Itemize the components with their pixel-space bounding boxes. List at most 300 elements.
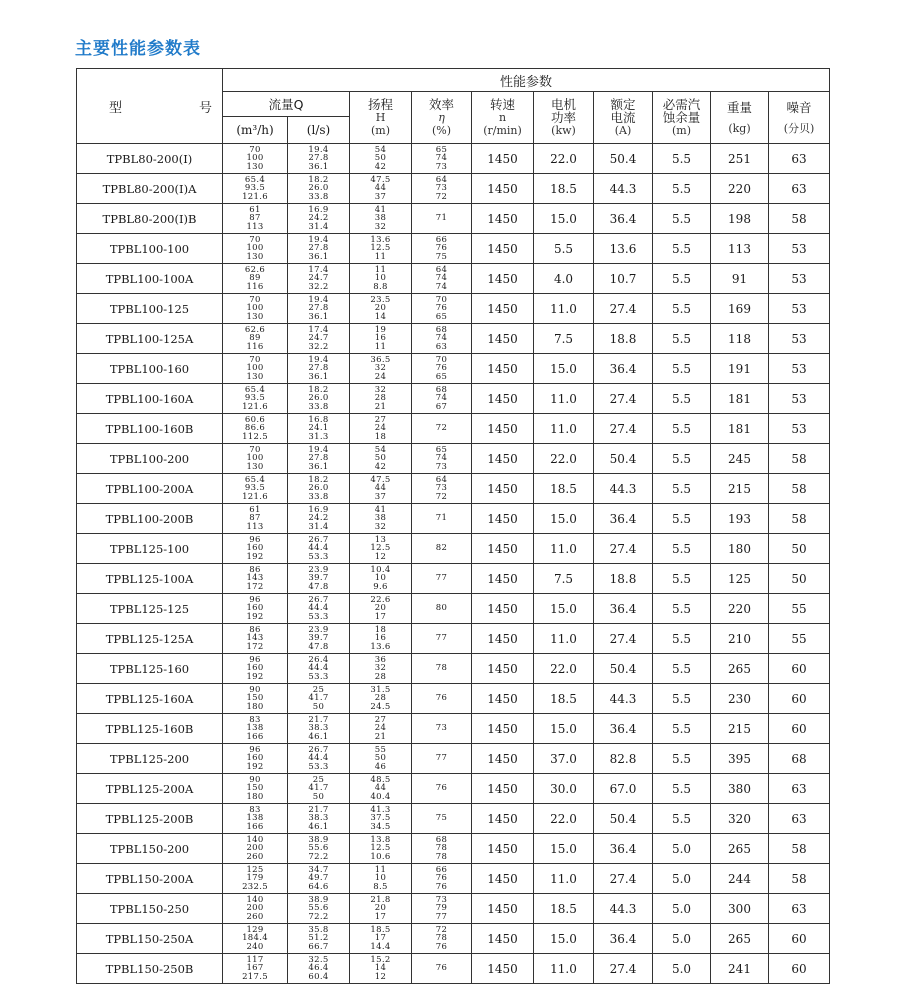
head-cell [350, 564, 412, 594]
efficiency-cell-value: 73 [435, 461, 448, 472]
weight-cell: 245 [711, 444, 769, 474]
noise-cell: 55 [769, 594, 830, 624]
power-cell: 15.0 [534, 204, 594, 234]
flow-ls-cell [288, 354, 350, 384]
npsh-cell: 5.5 [653, 384, 711, 414]
head-cell-value: 16 [374, 633, 387, 644]
efficiency-cell-value: 77 [435, 573, 448, 584]
noise-cell: 58 [769, 834, 830, 864]
current-cell: 27.4 [594, 384, 653, 414]
noise-cell: 58 [769, 474, 830, 504]
efficiency-cell [412, 264, 472, 294]
flow-ls-cell-value: 44.4 [308, 603, 329, 614]
flow-ls-cell-value: 38.3 [308, 813, 329, 824]
flow-m3h-cell [223, 804, 288, 834]
flow-ls-cell [288, 594, 350, 624]
noise-cell: 50 [769, 564, 830, 594]
current-cell: 13.6 [594, 234, 653, 264]
model-cell: TPBL125-125 [77, 594, 223, 624]
flow-m3h-cell-value: 86 [249, 624, 261, 635]
npsh-cell: 5.5 [653, 594, 711, 624]
flow-m3h-cell-value: 200 [246, 903, 264, 914]
power-cell: 7.5 [534, 564, 594, 594]
npsh-cell: 5.5 [653, 534, 711, 564]
flow-m3h-cell [223, 234, 288, 264]
efficiency-cell-value: 76 [435, 243, 448, 254]
head-cell-value: 32 [374, 663, 387, 674]
flow-ls-cell-value: 16.9 [308, 204, 329, 215]
head-cell-value: 17 [374, 911, 387, 922]
current-cell: 36.4 [594, 204, 653, 234]
flow-m3h-cell [223, 174, 288, 204]
head-cell-value: 48.5 [370, 774, 391, 785]
weight-cell: 320 [711, 804, 769, 834]
flow-ls-cell-value: 50 [312, 701, 325, 712]
header-model: 型 号 [77, 69, 223, 144]
efficiency-cell-value: 64 [435, 174, 448, 185]
flow-ls-cell-value: 19.4 [308, 234, 329, 245]
speed-cell: 1450 [472, 144, 534, 174]
flow-ls-cell [288, 714, 350, 744]
flow-m3h-cell-value: 116 [246, 281, 264, 292]
model-cell: TPBL80-200(I) [77, 144, 223, 174]
efficiency-cell [412, 954, 472, 984]
header-weight: 重量 (kg) [711, 92, 769, 144]
head-cell [350, 414, 412, 444]
flow-m3h-cell-value: 150 [246, 693, 264, 704]
noise-cell: 53 [769, 264, 830, 294]
model-cell: TPBL125-100A [77, 564, 223, 594]
model-cell: TPBL125-160 [77, 654, 223, 684]
flow-m3h-cell-value: 87 [249, 513, 261, 524]
flow-m3h-cell-value: 130 [246, 371, 264, 382]
head-cell [350, 954, 412, 984]
head-cell-value: 36.5 [370, 354, 391, 365]
table-row [77, 174, 830, 204]
flow-ls-cell-value: 66.7 [308, 941, 329, 952]
noise-cell: 63 [769, 144, 830, 174]
flow-m3h-cell [223, 504, 288, 534]
flow-m3h-cell-value: 83 [249, 804, 261, 815]
flow-ls-cell [288, 534, 350, 564]
head-cell-value: 28 [374, 671, 387, 682]
npsh-cell: 5.5 [653, 474, 711, 504]
speed-cell: 1450 [472, 684, 534, 714]
noise-cell: 58 [769, 864, 830, 894]
head-cell-value: 42 [374, 161, 387, 172]
head-cell-value: 21 [374, 731, 387, 742]
flow-ls-cell-value: 46.4 [308, 963, 329, 974]
efficiency-cell-value: 72 [435, 491, 448, 502]
head-cell-value: 54 [374, 144, 387, 155]
head-cell-value: 20 [374, 603, 387, 614]
flow-ls-cell-value: 39.7 [308, 633, 329, 644]
flow-ls-cell-value: 33.8 [308, 401, 329, 412]
flow-m3h-cell-value: 240 [246, 941, 264, 952]
speed-cell: 1450 [472, 534, 534, 564]
flow-ls-cell-value: 26.0 [308, 483, 329, 494]
efficiency-cell-value: 78 [435, 663, 448, 674]
flow-m3h-cell [223, 204, 288, 234]
efficiency-cell-value: 72 [435, 924, 448, 935]
head-cell-value: 17 [374, 933, 387, 944]
header-power: 电机 功率 (kw) [534, 92, 594, 144]
flow-m3h-cell-value: 70 [249, 234, 261, 245]
header-current: 额定 电流 (A) [594, 92, 653, 144]
head-cell [350, 504, 412, 534]
power-cell: 5.5 [534, 234, 594, 264]
weight-cell: 215 [711, 474, 769, 504]
efficiency-cell [412, 444, 472, 474]
header-efficiency: 效率 η (%) [412, 92, 472, 144]
head-cell-value: 13.6 [370, 641, 391, 652]
flow-m3h-cell-value: 60.6 [244, 414, 266, 425]
efficiency-cell [412, 534, 472, 564]
head-cell-value: 41 [374, 204, 387, 215]
flow-ls-cell-value: 25 [312, 684, 325, 695]
flow-m3h-cell-value: 232.5 [242, 881, 268, 892]
head-cell-value: 38 [374, 513, 387, 524]
efficiency-cell-value: 73 [435, 723, 448, 734]
flow-ls-cell-value: 32.2 [308, 341, 329, 352]
efficiency-cell-value: 77 [435, 911, 448, 922]
power-cell: 37.0 [534, 744, 594, 774]
head-cell-value: 46 [374, 761, 387, 772]
weight-cell: 181 [711, 414, 769, 444]
flow-m3h-cell-value: 70 [249, 294, 261, 305]
head-cell-value: 11 [374, 864, 387, 875]
flow-m3h-cell-value: 160 [246, 543, 264, 554]
head-cell-value: 10.6 [370, 851, 391, 862]
flow-ls-cell-value: 41.7 [308, 783, 329, 794]
table-row [77, 504, 830, 534]
weight-cell: 220 [711, 594, 769, 624]
flow-m3h-cell-value: 160 [246, 753, 264, 764]
head-cell-value: 27 [374, 414, 387, 425]
table-row [77, 714, 830, 744]
flow-ls-cell [288, 174, 350, 204]
efficiency-cell-value: 76 [435, 363, 448, 374]
efficiency-cell-value: 74 [435, 153, 448, 164]
flow-ls-cell [288, 474, 350, 504]
head-cell [350, 534, 412, 564]
speed-cell: 1450 [472, 234, 534, 264]
flow-ls-cell-value: 19.4 [308, 294, 329, 305]
table-row [77, 894, 830, 924]
head-cell-value: 50 [374, 753, 387, 764]
noise-cell: 55 [769, 624, 830, 654]
efficiency-cell-value: 71 [435, 513, 448, 524]
head-cell-value: 8.8 [373, 281, 388, 292]
head-cell-value: 24.5 [370, 701, 391, 712]
flow-ls-cell-value: 16.8 [308, 414, 329, 425]
speed-cell: 1450 [472, 264, 534, 294]
flow-ls-cell-value: 26.4 [308, 654, 329, 665]
efficiency-cell-value: 75 [435, 251, 448, 262]
header-npsh: 必需汽 蚀余量 (m) [653, 92, 711, 144]
efficiency-cell-value: 77 [435, 633, 448, 644]
table-row [77, 924, 830, 954]
npsh-cell: 5.5 [653, 294, 711, 324]
efficiency-cell-value: 65 [435, 144, 448, 155]
efficiency-cell-value: 73 [435, 161, 448, 172]
model-cell: TPBL80-200(I)A [77, 174, 223, 204]
head-cell [350, 654, 412, 684]
table-row [77, 534, 830, 564]
current-cell: 27.4 [594, 294, 653, 324]
flow-m3h-cell [223, 414, 288, 444]
weight-cell: 210 [711, 624, 769, 654]
head-cell-value: 21 [374, 401, 387, 412]
flow-ls-cell [288, 834, 350, 864]
efficiency-cell-value: 76 [435, 783, 448, 794]
flow-m3h-cell [223, 594, 288, 624]
performance-table [76, 68, 830, 984]
flow-m3h-cell-value: 112.5 [242, 431, 268, 442]
head-cell-value: 50 [374, 453, 387, 464]
flow-ls-cell [288, 144, 350, 174]
head-cell [350, 294, 412, 324]
header-group: 性能参数 [223, 69, 830, 92]
flow-m3h-cell-value: 180 [246, 791, 264, 802]
noise-cell: 53 [769, 234, 830, 264]
flow-ls-cell [288, 384, 350, 414]
weight-cell: 395 [711, 744, 769, 774]
flow-ls-cell-value: 27.8 [308, 153, 329, 164]
flow-ls-cell-value: 53.3 [308, 611, 329, 622]
flow-m3h-cell-value: 121.6 [242, 191, 268, 202]
flow-ls-cell [288, 414, 350, 444]
table-row [77, 804, 830, 834]
weight-cell: 241 [711, 954, 769, 984]
head-cell [350, 624, 412, 654]
flow-ls-cell-value: 39.7 [308, 573, 329, 584]
power-cell: 15.0 [534, 354, 594, 384]
head-cell-value: 18 [374, 431, 387, 442]
table-row [77, 624, 830, 654]
header-noise: 噪音 (分贝) [769, 92, 830, 144]
weight-cell: 220 [711, 174, 769, 204]
table-row [77, 564, 830, 594]
flow-ls-cell [288, 684, 350, 714]
head-cell-value: 28 [374, 393, 387, 404]
flow-m3h-cell-value: 89 [249, 273, 261, 284]
power-cell: 18.5 [534, 684, 594, 714]
current-cell: 36.4 [594, 834, 653, 864]
model-cell: TPBL150-250A [77, 924, 223, 954]
current-cell: 67.0 [594, 774, 653, 804]
noise-cell: 63 [769, 894, 830, 924]
current-cell: 18.8 [594, 324, 653, 354]
model-cell: TPBL100-125A [77, 324, 223, 354]
flow-m3h-cell-value: 200 [246, 843, 264, 854]
power-cell: 22.0 [534, 444, 594, 474]
head-cell-value: 44 [374, 183, 387, 194]
speed-cell: 1450 [472, 624, 534, 654]
flow-ls-cell-value: 36.1 [308, 311, 329, 322]
head-cell-value: 10 [374, 573, 387, 584]
flow-ls-cell-value: 41.7 [308, 693, 329, 704]
flow-ls-cell [288, 204, 350, 234]
head-cell [350, 834, 412, 864]
speed-cell: 1450 [472, 894, 534, 924]
flow-m3h-cell-value: 121.6 [242, 491, 268, 502]
flow-m3h-cell-value: 100 [246, 153, 264, 164]
model-cell: TPBL125-200A [77, 774, 223, 804]
head-cell-value: 34.5 [370, 821, 391, 832]
speed-cell: 1450 [472, 804, 534, 834]
flow-ls-cell-value: 21.7 [308, 714, 329, 725]
weight-cell: 180 [711, 534, 769, 564]
speed-cell: 1450 [472, 504, 534, 534]
flow-ls-cell [288, 744, 350, 774]
npsh-cell: 5.5 [653, 354, 711, 384]
speed-cell: 1450 [472, 954, 534, 984]
head-cell [350, 354, 412, 384]
flow-m3h-cell-value: 93.5 [244, 183, 266, 194]
current-cell: 50.4 [594, 804, 653, 834]
flow-ls-cell-value: 24.7 [308, 333, 329, 344]
model-cell: TPBL125-100 [77, 534, 223, 564]
current-cell: 10.7 [594, 264, 653, 294]
head-cell-value: 20 [374, 303, 387, 314]
head-cell [350, 384, 412, 414]
head-cell [350, 174, 412, 204]
efficiency-cell-value: 68 [435, 834, 448, 845]
flow-m3h-cell-value: 96 [249, 654, 261, 665]
flow-ls-cell-value: 50 [312, 791, 325, 802]
efficiency-cell [412, 654, 472, 684]
flow-m3h-cell-value: 86.6 [244, 423, 266, 434]
table-row [77, 264, 830, 294]
model-cell: TPBL150-250B [77, 954, 223, 984]
efficiency-cell-value: 76 [435, 963, 448, 974]
efficiency-cell-value: 74 [435, 333, 448, 344]
table-row [77, 294, 830, 324]
speed-cell: 1450 [472, 564, 534, 594]
header-speed: 转速 n (r/min) [472, 92, 534, 144]
flow-ls-cell-value: 19.4 [308, 444, 329, 455]
efficiency-cell-value: 78 [435, 933, 448, 944]
flow-ls-cell-value: 47.8 [308, 581, 329, 592]
efficiency-cell [412, 864, 472, 894]
flow-m3h-cell [223, 834, 288, 864]
head-cell-value: 11 [374, 341, 387, 352]
head-cell-value: 32 [374, 221, 387, 232]
flow-m3h-cell-value: 113 [246, 221, 264, 232]
current-cell: 36.4 [594, 924, 653, 954]
flow-m3h-cell-value: 70 [249, 144, 261, 155]
flow-ls-cell-value: 44.4 [308, 663, 329, 674]
flow-m3h-cell-value: 96 [249, 744, 261, 755]
head-cell-value: 14 [374, 311, 387, 322]
noise-cell: 68 [769, 744, 830, 774]
flow-ls-cell-value: 32.5 [308, 954, 329, 965]
npsh-cell: 5.5 [653, 264, 711, 294]
flow-m3h-cell-value: 117 [246, 954, 264, 965]
flow-ls-cell-value: 36.1 [308, 161, 329, 172]
npsh-cell: 5.0 [653, 834, 711, 864]
head-cell-value: 21.8 [370, 894, 391, 905]
table-row [77, 594, 830, 624]
head-cell-value: 44 [374, 483, 387, 494]
flow-ls-cell-value: 26.7 [308, 534, 329, 545]
head-cell [350, 744, 412, 774]
power-cell: 11.0 [534, 864, 594, 894]
flow-ls-cell-value: 18.2 [308, 384, 329, 395]
head-cell-value: 41.3 [370, 804, 391, 815]
current-cell: 44.3 [594, 174, 653, 204]
efficiency-cell-value: 74 [435, 453, 448, 464]
current-cell: 50.4 [594, 144, 653, 174]
current-cell: 18.8 [594, 564, 653, 594]
flow-ls-cell-value: 27.8 [308, 453, 329, 464]
head-cell-value: 9.6 [373, 581, 388, 592]
head-cell-value: 12.5 [370, 543, 391, 554]
table-row [77, 354, 830, 384]
power-cell: 11.0 [534, 294, 594, 324]
efficiency-cell [412, 414, 472, 444]
npsh-cell: 5.5 [653, 744, 711, 774]
flow-m3h-cell-value: 61 [249, 504, 261, 515]
power-cell: 15.0 [534, 594, 594, 624]
head-cell-value: 24 [374, 723, 387, 734]
flow-ls-cell [288, 864, 350, 894]
flow-m3h-cell-value: 65.4 [244, 474, 266, 485]
table-row [77, 324, 830, 354]
flow-m3h-cell-value: 62.6 [244, 264, 266, 275]
flow-ls-cell [288, 324, 350, 354]
head-cell-value: 32 [374, 363, 387, 374]
flow-ls-cell [288, 774, 350, 804]
flow-ls-cell-value: 72.2 [308, 911, 329, 922]
efficiency-cell-value: 72 [435, 423, 448, 434]
noise-cell: 60 [769, 954, 830, 984]
flow-ls-cell-value: 26.0 [308, 183, 329, 194]
model-cell: TPBL125-200 [77, 744, 223, 774]
head-cell-value: 18 [374, 624, 387, 635]
head-cell-value: 31.5 [370, 684, 391, 695]
flow-ls-cell-value: 44.4 [308, 753, 329, 764]
flow-m3h-cell-value: 172 [246, 581, 264, 592]
head-cell-value: 12.5 [370, 243, 391, 254]
flow-m3h-cell [223, 744, 288, 774]
efficiency-cell-value: 68 [435, 324, 448, 335]
npsh-cell: 5.0 [653, 954, 711, 984]
flow-m3h-cell [223, 474, 288, 504]
speed-cell: 1450 [472, 834, 534, 864]
flow-ls-cell-value: 72.2 [308, 851, 329, 862]
flow-ls-cell-value: 46.1 [308, 731, 329, 742]
head-cell-value: 40.4 [370, 791, 391, 802]
head-cell-value: 8.5 [373, 881, 388, 892]
noise-cell: 58 [769, 504, 830, 534]
flow-ls-cell-value: 19.4 [308, 144, 329, 155]
efficiency-cell-value: 66 [435, 234, 448, 245]
efficiency-cell [412, 684, 472, 714]
flow-ls-cell-value: 24.1 [308, 423, 329, 434]
flow-ls-cell-value: 31.4 [308, 521, 329, 532]
model-cell: TPBL100-160 [77, 354, 223, 384]
head-cell-value: 14 [374, 963, 387, 974]
npsh-cell: 5.5 [653, 174, 711, 204]
flow-m3h-cell-value: 180 [246, 701, 264, 712]
table-row [77, 954, 830, 984]
power-cell: 22.0 [534, 144, 594, 174]
flow-ls-cell-value: 23.9 [308, 564, 329, 575]
flow-ls-cell-value: 55.6 [308, 843, 329, 854]
efficiency-cell-value: 65 [435, 371, 448, 382]
